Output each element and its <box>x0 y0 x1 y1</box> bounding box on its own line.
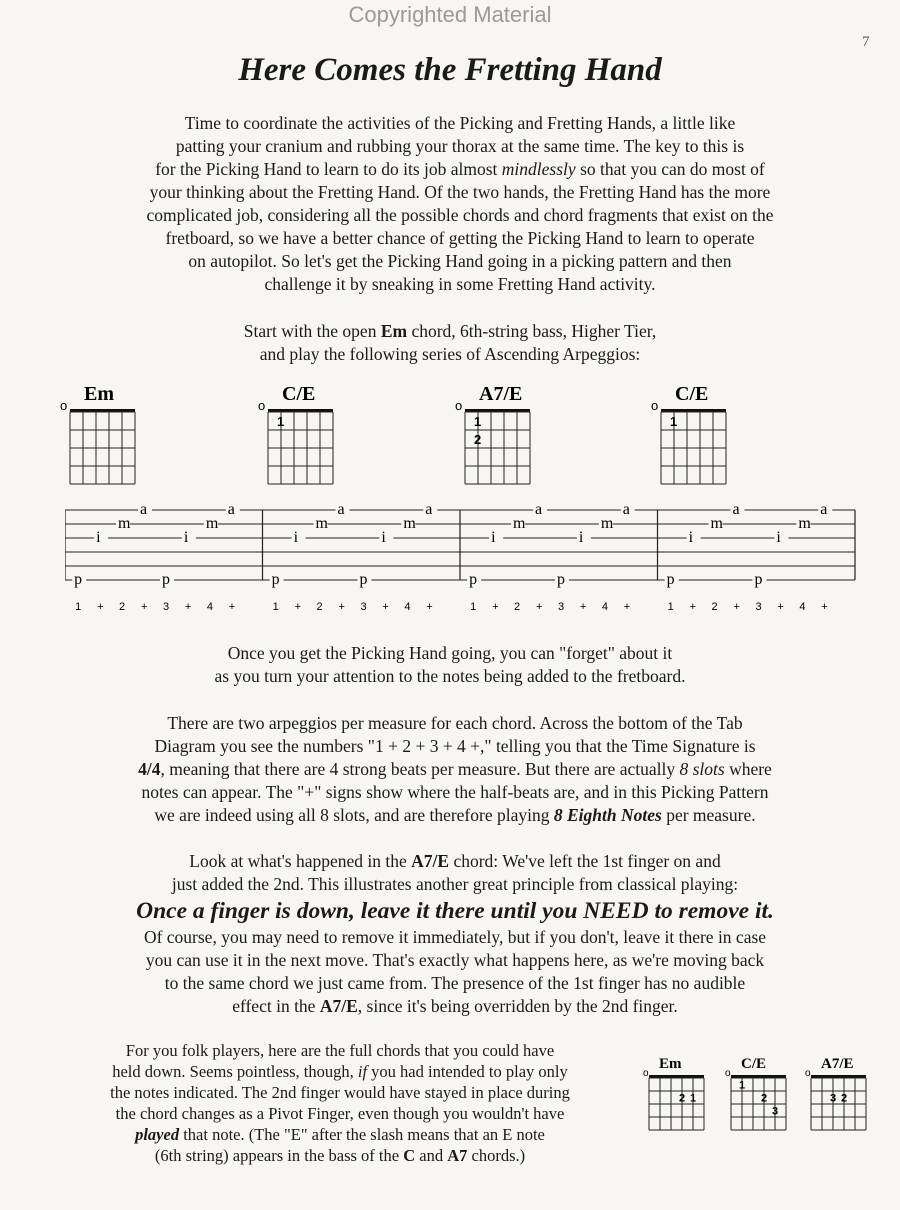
tab-note: p <box>271 571 280 588</box>
beat-count: + <box>184 601 192 613</box>
folk-line <box>40 1124 640 1145</box>
tab-note: a <box>535 501 543 518</box>
intro-text: for the Picking Hand to learn to do its job almost <box>155 159 502 179</box>
emphasis-8-slots: 8 slots <box>679 759 725 779</box>
tab-note: m <box>798 515 811 532</box>
time-sig-line: There are two arpeggios per measure for each chord. Across the bottom of the Tab <box>167 713 743 733</box>
tab-note: i <box>578 529 584 546</box>
beat-count: + <box>579 601 587 613</box>
finger-number: 2 <box>474 432 482 447</box>
intro-line: on autopilot. So let's get the Picking Hand going in a picking pattern and then <box>188 251 732 271</box>
tab-note: i <box>776 529 781 546</box>
tab-note: p <box>666 571 675 588</box>
tab-note: i <box>381 529 386 546</box>
beat-count: 2 <box>514 601 521 613</box>
tab-note: i <box>491 529 496 546</box>
intro-line: challenge it by sneaking in some Fretting Hand activity. <box>264 274 656 294</box>
a7e-line <box>55 995 855 1018</box>
beat-count: + <box>777 601 784 613</box>
beat-count: + <box>623 601 631 613</box>
intro-line: Time to coordinate the activities of the Picking and Fretting Hands, a little like <box>184 113 736 133</box>
beat-count: 1 <box>667 601 674 613</box>
tab-note: a <box>337 501 345 518</box>
tab-note: a <box>622 501 630 518</box>
beat-count: 4 <box>799 601 806 613</box>
time-signature-value: 4/4 <box>138 759 161 779</box>
time-sig-text: , meaning that there are 4 strong beats per measure. But there are actually <box>160 759 680 779</box>
beat-count: 3 <box>755 601 762 613</box>
instruction-line <box>120 320 780 343</box>
folk-text: you had intended to play only <box>367 1062 568 1081</box>
page-title: Here Comes the Fretting Hand <box>238 52 662 88</box>
intro-paragraph <box>60 112 860 296</box>
folk-text: and <box>415 1146 448 1165</box>
chord-name-a7: A7 <box>447 1146 468 1165</box>
beat-count: + <box>689 601 697 613</box>
beat-count: + <box>97 601 104 613</box>
intro-line <box>60 158 860 181</box>
beat-count: 3 <box>162 601 170 613</box>
tab-note: p <box>359 571 368 588</box>
intro-line: fretboard, so we have a better chance of getting the Picking Hand to learn to operate <box>165 228 755 248</box>
folk-text: chords.) <box>467 1146 526 1165</box>
tab-note: a <box>820 501 828 518</box>
tab-note: a <box>732 501 740 518</box>
chord-diagram-em <box>62 380 142 495</box>
finger-number: 1 <box>690 1092 697 1105</box>
beat-count: 1 <box>470 601 477 613</box>
folk-line <box>40 1145 640 1166</box>
intro-text: so that you can do most of <box>575 159 765 179</box>
chord-name: Em <box>84 383 114 405</box>
intro-line: patting your cranium and rubbing your thorax at the same time. The key to this is <box>175 136 745 156</box>
finger-number: 3 <box>772 1105 779 1118</box>
folk-text: that note. (The "E" after the slash means that an E note <box>179 1125 545 1144</box>
time-sig-line: Diagram you see the numbers "1 + 2 + 3 + 4 +," telling you that the Time Signature is <box>154 736 756 756</box>
emphasis-8-eighth-notes: 8 Eighth Notes <box>553 805 662 825</box>
chord-name: A7/E <box>479 383 523 405</box>
beat-count: 1 <box>272 601 279 613</box>
beat-count: + <box>821 601 828 613</box>
tab-note: m <box>710 515 724 532</box>
beat-count: 4 <box>601 601 608 613</box>
principle-motto: Once a finger is down, leave it there until you NEED to remove it. <box>136 898 774 924</box>
time-sig-text: where <box>724 759 772 779</box>
open-string-marker: o <box>60 398 68 413</box>
folk-text: (6th string) appears in the bass of the <box>154 1146 404 1165</box>
tab-note: m <box>315 515 329 532</box>
tab-note: p <box>74 571 83 588</box>
beat-count: + <box>141 601 148 613</box>
tab-note: a <box>425 501 433 518</box>
a7e-line: Of course, you may need to remove it immediately, but if you don't, leave it there in case <box>143 927 767 947</box>
tab-note: m <box>205 515 219 532</box>
a7e-paragraph <box>55 850 855 1018</box>
open-string-marker: o <box>725 1068 731 1079</box>
beat-count: + <box>294 601 302 613</box>
tab-note: m <box>403 515 416 532</box>
open-string-marker: o <box>805 1068 811 1079</box>
time-sig-text: per measure. <box>661 805 756 825</box>
tab-note: i <box>183 529 189 546</box>
tab-note: p <box>754 571 763 588</box>
page-number: 7 <box>862 34 870 50</box>
chord-name-a7e: A7/E <box>319 996 358 1016</box>
chord-name: A7/E <box>821 1056 854 1072</box>
chord-name-c: C <box>403 1146 416 1165</box>
folk-paragraph <box>40 1040 640 1166</box>
tab-note: p <box>556 571 565 588</box>
emphasis-if: if <box>357 1062 368 1081</box>
time-sig-text: we are indeed using all 8 slots, and are therefore playing <box>154 805 554 825</box>
emphasis-played: played <box>135 1125 180 1144</box>
open-string-marker: o <box>643 1068 649 1079</box>
open-string-marker: o <box>258 398 266 413</box>
instruction-line: and play the following series of Ascending Arpeggios: <box>259 344 641 364</box>
tab-note: i <box>96 529 101 546</box>
finger-number: 1 <box>739 1079 746 1092</box>
beat-count: + <box>338 601 345 613</box>
a7e-line: you can use it in the next move. That's exactly what happens here, as we're moving back <box>145 950 765 970</box>
tab-note: m <box>118 515 131 532</box>
a7e-text: effect in the <box>232 996 320 1016</box>
tab-note: p <box>469 571 478 588</box>
a7e-text: , since it's being overridden by the 2nd finger. <box>357 996 678 1016</box>
full-chord-em <box>645 1052 711 1147</box>
chord-name: Em <box>659 1056 682 1072</box>
open-string-marker: o <box>651 398 659 413</box>
beat-count: + <box>228 601 236 613</box>
tab-note: p <box>161 571 170 588</box>
instruction-text: Start with the open <box>243 321 381 341</box>
chord-diagram-c-e <box>260 380 340 495</box>
instruction-paragraph <box>120 320 780 366</box>
folk-line <box>40 1061 640 1082</box>
tab-diagram <box>65 500 860 625</box>
folk-line: the chord changes as a Pivot Finger, even though you wouldn't have <box>115 1104 565 1123</box>
tab-note: m <box>600 515 614 532</box>
full-chord-a7-e <box>807 1052 873 1147</box>
intro-line: your thinking about the Fretting Hand. Of the two hands, the Fretting Hand has the more <box>149 182 771 202</box>
finger-number: 2 <box>761 1092 768 1105</box>
tab-note: a <box>227 501 235 518</box>
beat-count: + <box>492 601 499 613</box>
beat-count: 3 <box>557 601 565 613</box>
beat-count: 4 <box>404 601 411 613</box>
chord-diagram-c-e-2 <box>653 380 733 495</box>
chord-name-a7e: A7/E <box>411 851 450 871</box>
a7e-text: chord: We've left the 1st finger on and <box>449 851 721 871</box>
beat-count: + <box>536 601 543 613</box>
chord-name: C/E <box>741 1056 767 1072</box>
beat-count: 1 <box>75 601 82 613</box>
a7e-line: just added the 2nd. This illustrates another great principle from classical playing: <box>171 874 739 894</box>
open-string-marker: o <box>455 398 463 413</box>
a7e-line <box>55 850 855 873</box>
chord-diagram-a7-e <box>457 380 537 495</box>
copyright-watermark: Copyrighted Material <box>348 2 552 27</box>
beat-count: 2 <box>711 601 718 613</box>
beat-count: 2 <box>316 601 323 613</box>
full-chord-c-e <box>727 1052 793 1147</box>
beat-count: + <box>382 601 389 613</box>
tab-staff <box>65 500 860 630</box>
chord-name: C/E <box>675 383 709 405</box>
finger-number: 1 <box>277 414 285 429</box>
folk-line: For you folk players, here are the full chords that you could have <box>125 1041 555 1060</box>
beat-count: + <box>426 601 433 613</box>
finger-number: 1 <box>670 414 678 429</box>
forget-line: as you turn your attention to the notes being added to the fretboard. <box>214 666 686 686</box>
finger-number: 3 <box>830 1092 837 1105</box>
instruction-text: chord, 6th-string bass, Higher Tier, <box>407 321 657 341</box>
tab-note: i <box>293 529 299 546</box>
folk-text: held down. Seems pointless, though, <box>112 1062 358 1081</box>
chord-name: C/E <box>282 383 316 405</box>
time-signature-paragraph <box>55 712 855 827</box>
beat-count: 2 <box>119 601 126 613</box>
beat-count: + <box>733 601 740 613</box>
intro-line: complicated job, considering all the possible chords and chord fragments that exist on the <box>146 205 774 225</box>
a7e-line: to the same chord we just came from. The presence of the 1st finger has no audible <box>164 973 746 993</box>
time-sig-line: notes can appear. The "+" signs show where the half-beats are, and in this Picking Pattern <box>141 782 769 802</box>
tab-note: a <box>140 501 148 518</box>
folk-line: the notes indicated. The 2nd finger would have stayed in place during <box>110 1083 570 1102</box>
forget-line: Once you get the Picking Hand going, you can "forget" about it <box>227 643 673 663</box>
chord-name-em: Em <box>380 321 408 341</box>
finger-number: 2 <box>679 1092 686 1105</box>
tab-note: i <box>688 529 694 546</box>
a7e-text: Look at what's happened in the <box>189 851 412 871</box>
emphasis-mindlessly: mindlessly <box>501 159 576 179</box>
time-sig-line <box>55 758 855 781</box>
time-sig-line <box>55 804 855 827</box>
finger-number: 1 <box>474 414 482 429</box>
forget-paragraph <box>120 642 780 688</box>
finger-number: 2 <box>841 1092 848 1105</box>
beat-count: 4 <box>206 601 213 613</box>
beat-count: 3 <box>360 601 367 613</box>
tab-note: m <box>513 515 526 532</box>
